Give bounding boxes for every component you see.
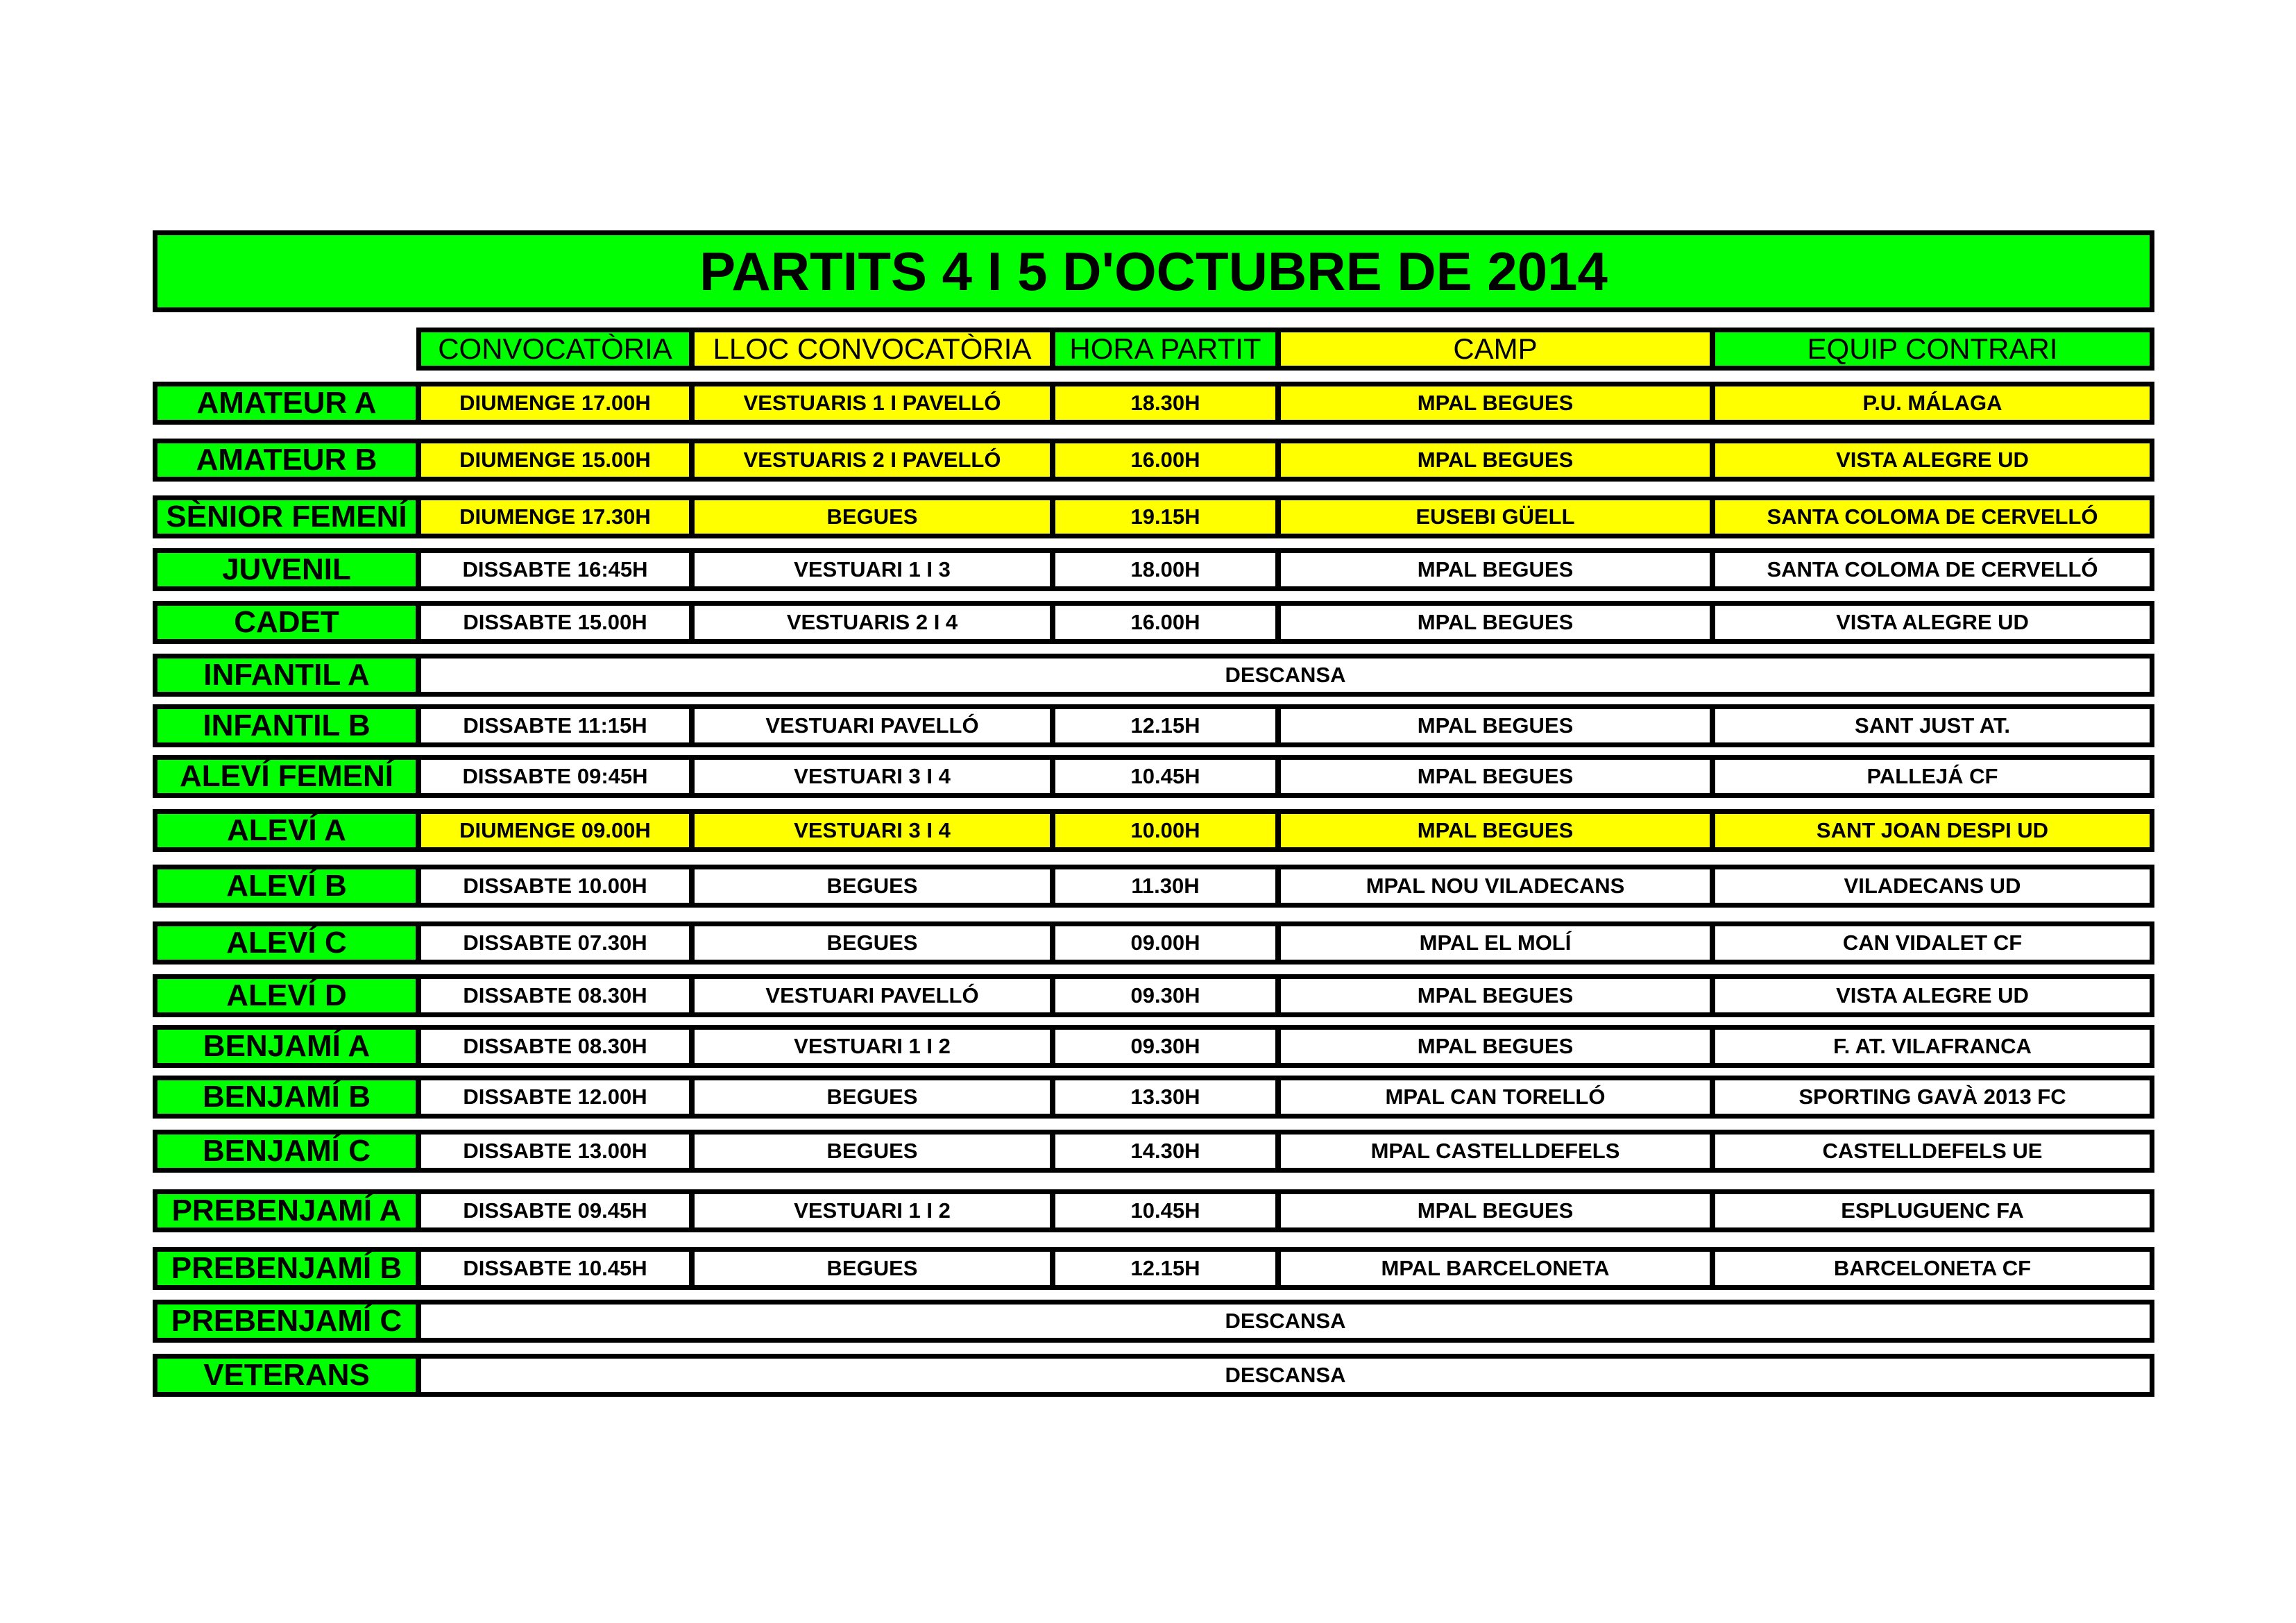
field-cell: MPAL BEGUES (1276, 974, 1715, 1017)
team-label-juvenil: JUVENIL (153, 548, 420, 591)
field-cell: MPAL BEGUES (1276, 1189, 1715, 1232)
call-time-cell: DISSABTE 10.45H (416, 1247, 694, 1290)
team-label-benjami-a: BENJAMÍ A (153, 1025, 420, 1068)
team-label-benjami-b: BENJAMÍ B (153, 1076, 420, 1119)
match-time-cell: 11.30H (1051, 865, 1280, 908)
opponent-cell: SANTA COLOMA DE CERVELLÓ (1710, 548, 2154, 591)
match-time-cell: 12.15H (1051, 1247, 1280, 1290)
opponent-cell: VISTA ALEGRE UD (1710, 439, 2154, 482)
meeting-place-cell: BEGUES (690, 1076, 1055, 1119)
field-cell: MPAL BEGUES (1276, 548, 1715, 591)
field-cell: MPAL CAN TORELLÓ (1276, 1076, 1715, 1119)
meeting-place-cell: BEGUES (690, 495, 1055, 538)
match-time-cell: 10.00H (1051, 809, 1280, 852)
match-time-cell: 18.30H (1051, 382, 1280, 425)
team-label-alevi-femeni: ALEVÍ FEMENÍ (153, 755, 420, 798)
meeting-place-cell: VESTUARIS 2 I 4 (690, 601, 1055, 644)
team-label-amateur-b: AMATEUR B (153, 439, 420, 482)
call-time-cell: DISSABTE 09:45H (416, 755, 694, 798)
meeting-place-cell: VESTUARI 1 I 2 (690, 1025, 1055, 1068)
call-time-cell: DISSABTE 16:45H (416, 548, 694, 591)
team-label-prebenjami-c: PREBENJAMÍ C (153, 1300, 420, 1343)
field-cell: MPAL CASTELLDEFELS (1276, 1130, 1715, 1173)
field-cell: MPAL BEGUES (1276, 755, 1715, 798)
opponent-cell: SANT JOAN DESPI UD (1710, 809, 2154, 852)
rest-day-cell: DESCANSA (416, 1300, 2154, 1343)
opponent-cell: CAN VIDALET CF (1710, 921, 2154, 965)
meeting-place-cell: VESTUARI PAVELLÓ (690, 974, 1055, 1017)
column-header-convocatoria: CONVOCATÒRIA (416, 328, 694, 371)
team-label-infantil-a: INFANTIL A (153, 654, 420, 697)
call-time-cell: DISSABTE 08.30H (416, 1025, 694, 1068)
call-time-cell: DISSABTE 09.45H (416, 1189, 694, 1232)
team-label-alevi-a: ALEVÍ A (153, 809, 420, 852)
meeting-place-cell: VESTUARI 3 I 4 (690, 809, 1055, 852)
match-time-cell: 09.00H (1051, 921, 1280, 965)
team-label-veterans: VETERANS (153, 1354, 420, 1397)
team-label-prebenjami-b: PREBENJAMÍ B (153, 1247, 420, 1290)
call-time-cell: DISSABTE 08.30H (416, 974, 694, 1017)
call-time-cell: DIUMENGE 17.00H (416, 382, 694, 425)
field-cell: MPAL BEGUES (1276, 382, 1715, 425)
meeting-place-cell: BEGUES (690, 865, 1055, 908)
field-cell: MPAL NOU VILADECANS (1276, 865, 1715, 908)
opponent-cell: ESPLUGUENC FA (1710, 1189, 2154, 1232)
opponent-cell: P.U. MÁLAGA (1710, 382, 2154, 425)
match-time-cell: 19.15H (1051, 495, 1280, 538)
match-time-cell: 12.15H (1051, 704, 1280, 747)
team-label-prebenjami-a: PREBENJAMÍ A (153, 1189, 420, 1232)
team-label-infantil-b: INFANTIL B (153, 704, 420, 747)
meeting-place-cell: BEGUES (690, 1130, 1055, 1173)
meeting-place-cell: BEGUES (690, 921, 1055, 965)
page-title: PARTITS 4 I 5 D'OCTUBRE DE 2014 (153, 230, 2154, 312)
call-time-cell: DISSABTE 10.00H (416, 865, 694, 908)
meeting-place-cell: VESTUARIS 1 I PAVELLÓ (690, 382, 1055, 425)
match-time-cell: 16.00H (1051, 439, 1280, 482)
call-time-cell: DIUMENGE 09.00H (416, 809, 694, 852)
opponent-cell: SANT JUST AT. (1710, 704, 2154, 747)
team-label-senior-femeni: SÈNIOR FEMENÍ (153, 495, 420, 538)
team-label-benjami-c: BENJAMÍ C (153, 1130, 420, 1173)
team-label-alevi-d: ALEVÍ D (153, 974, 420, 1017)
match-time-cell: 16.00H (1051, 601, 1280, 644)
field-cell: MPAL BEGUES (1276, 809, 1715, 852)
call-time-cell: DISSABTE 11:15H (416, 704, 694, 747)
call-time-cell: DIUMENGE 15.00H (416, 439, 694, 482)
field-cell: MPAL BARCELONETA (1276, 1247, 1715, 1290)
match-time-cell: 18.00H (1051, 548, 1280, 591)
column-header-hora-partit: HORA PARTIT (1051, 328, 1280, 371)
meeting-place-cell: VESTUARI 1 I 2 (690, 1189, 1055, 1232)
team-label-alevi-c: ALEVÍ C (153, 921, 420, 965)
column-header-camp: CAMP (1276, 328, 1715, 371)
field-cell: MPAL EL MOLÍ (1276, 921, 1715, 965)
call-time-cell: DISSABTE 13.00H (416, 1130, 694, 1173)
call-time-cell: DIUMENGE 17.30H (416, 495, 694, 538)
rest-day-cell: DESCANSA (416, 654, 2154, 697)
meeting-place-cell: VESTUARI PAVELLÓ (690, 704, 1055, 747)
team-label-alevi-b: ALEVÍ B (153, 865, 420, 908)
field-cell: MPAL BEGUES (1276, 1025, 1715, 1068)
match-time-cell: 09.30H (1051, 974, 1280, 1017)
call-time-cell: DISSABTE 12.00H (416, 1076, 694, 1119)
team-label-cadet: CADET (153, 601, 420, 644)
meeting-place-cell: VESTUARI 3 I 4 (690, 755, 1055, 798)
field-cell: EUSEBI GÜELL (1276, 495, 1715, 538)
field-cell: MPAL BEGUES (1276, 704, 1715, 747)
meeting-place-cell: BEGUES (690, 1247, 1055, 1290)
match-time-cell: 10.45H (1051, 1189, 1280, 1232)
opponent-cell: VISTA ALEGRE UD (1710, 601, 2154, 644)
opponent-cell: CASTELLDEFELS UE (1710, 1130, 2154, 1173)
meeting-place-cell: VESTUARI 1 I 3 (690, 548, 1055, 591)
opponent-cell: SPORTING GAVÀ 2013 FC (1710, 1076, 2154, 1119)
call-time-cell: DISSABTE 15.00H (416, 601, 694, 644)
meeting-place-cell: VESTUARIS 2 I PAVELLÓ (690, 439, 1055, 482)
opponent-cell: SANTA COLOMA DE CERVELLÓ (1710, 495, 2154, 538)
opponent-cell: BARCELONETA CF (1710, 1247, 2154, 1290)
match-time-cell: 13.30H (1051, 1076, 1280, 1119)
match-time-cell: 14.30H (1051, 1130, 1280, 1173)
column-header-lloc-convocatoria: LLOC CONVOCATÒRIA (690, 328, 1055, 371)
rest-day-cell: DESCANSA (416, 1354, 2154, 1397)
column-header-equip-contrari: EQUIP CONTRARI (1710, 328, 2154, 371)
match-time-cell: 09.30H (1051, 1025, 1280, 1068)
call-time-cell: DISSABTE 07.30H (416, 921, 694, 965)
team-label-amateur-a: AMATEUR A (153, 382, 420, 425)
field-cell: MPAL BEGUES (1276, 601, 1715, 644)
opponent-cell: PALLEJÁ CF (1710, 755, 2154, 798)
field-cell: MPAL BEGUES (1276, 439, 1715, 482)
opponent-cell: VISTA ALEGRE UD (1710, 974, 2154, 1017)
match-time-cell: 10.45H (1051, 755, 1280, 798)
opponent-cell: F. AT. VILAFRANCA (1710, 1025, 2154, 1068)
opponent-cell: VILADECANS UD (1710, 865, 2154, 908)
